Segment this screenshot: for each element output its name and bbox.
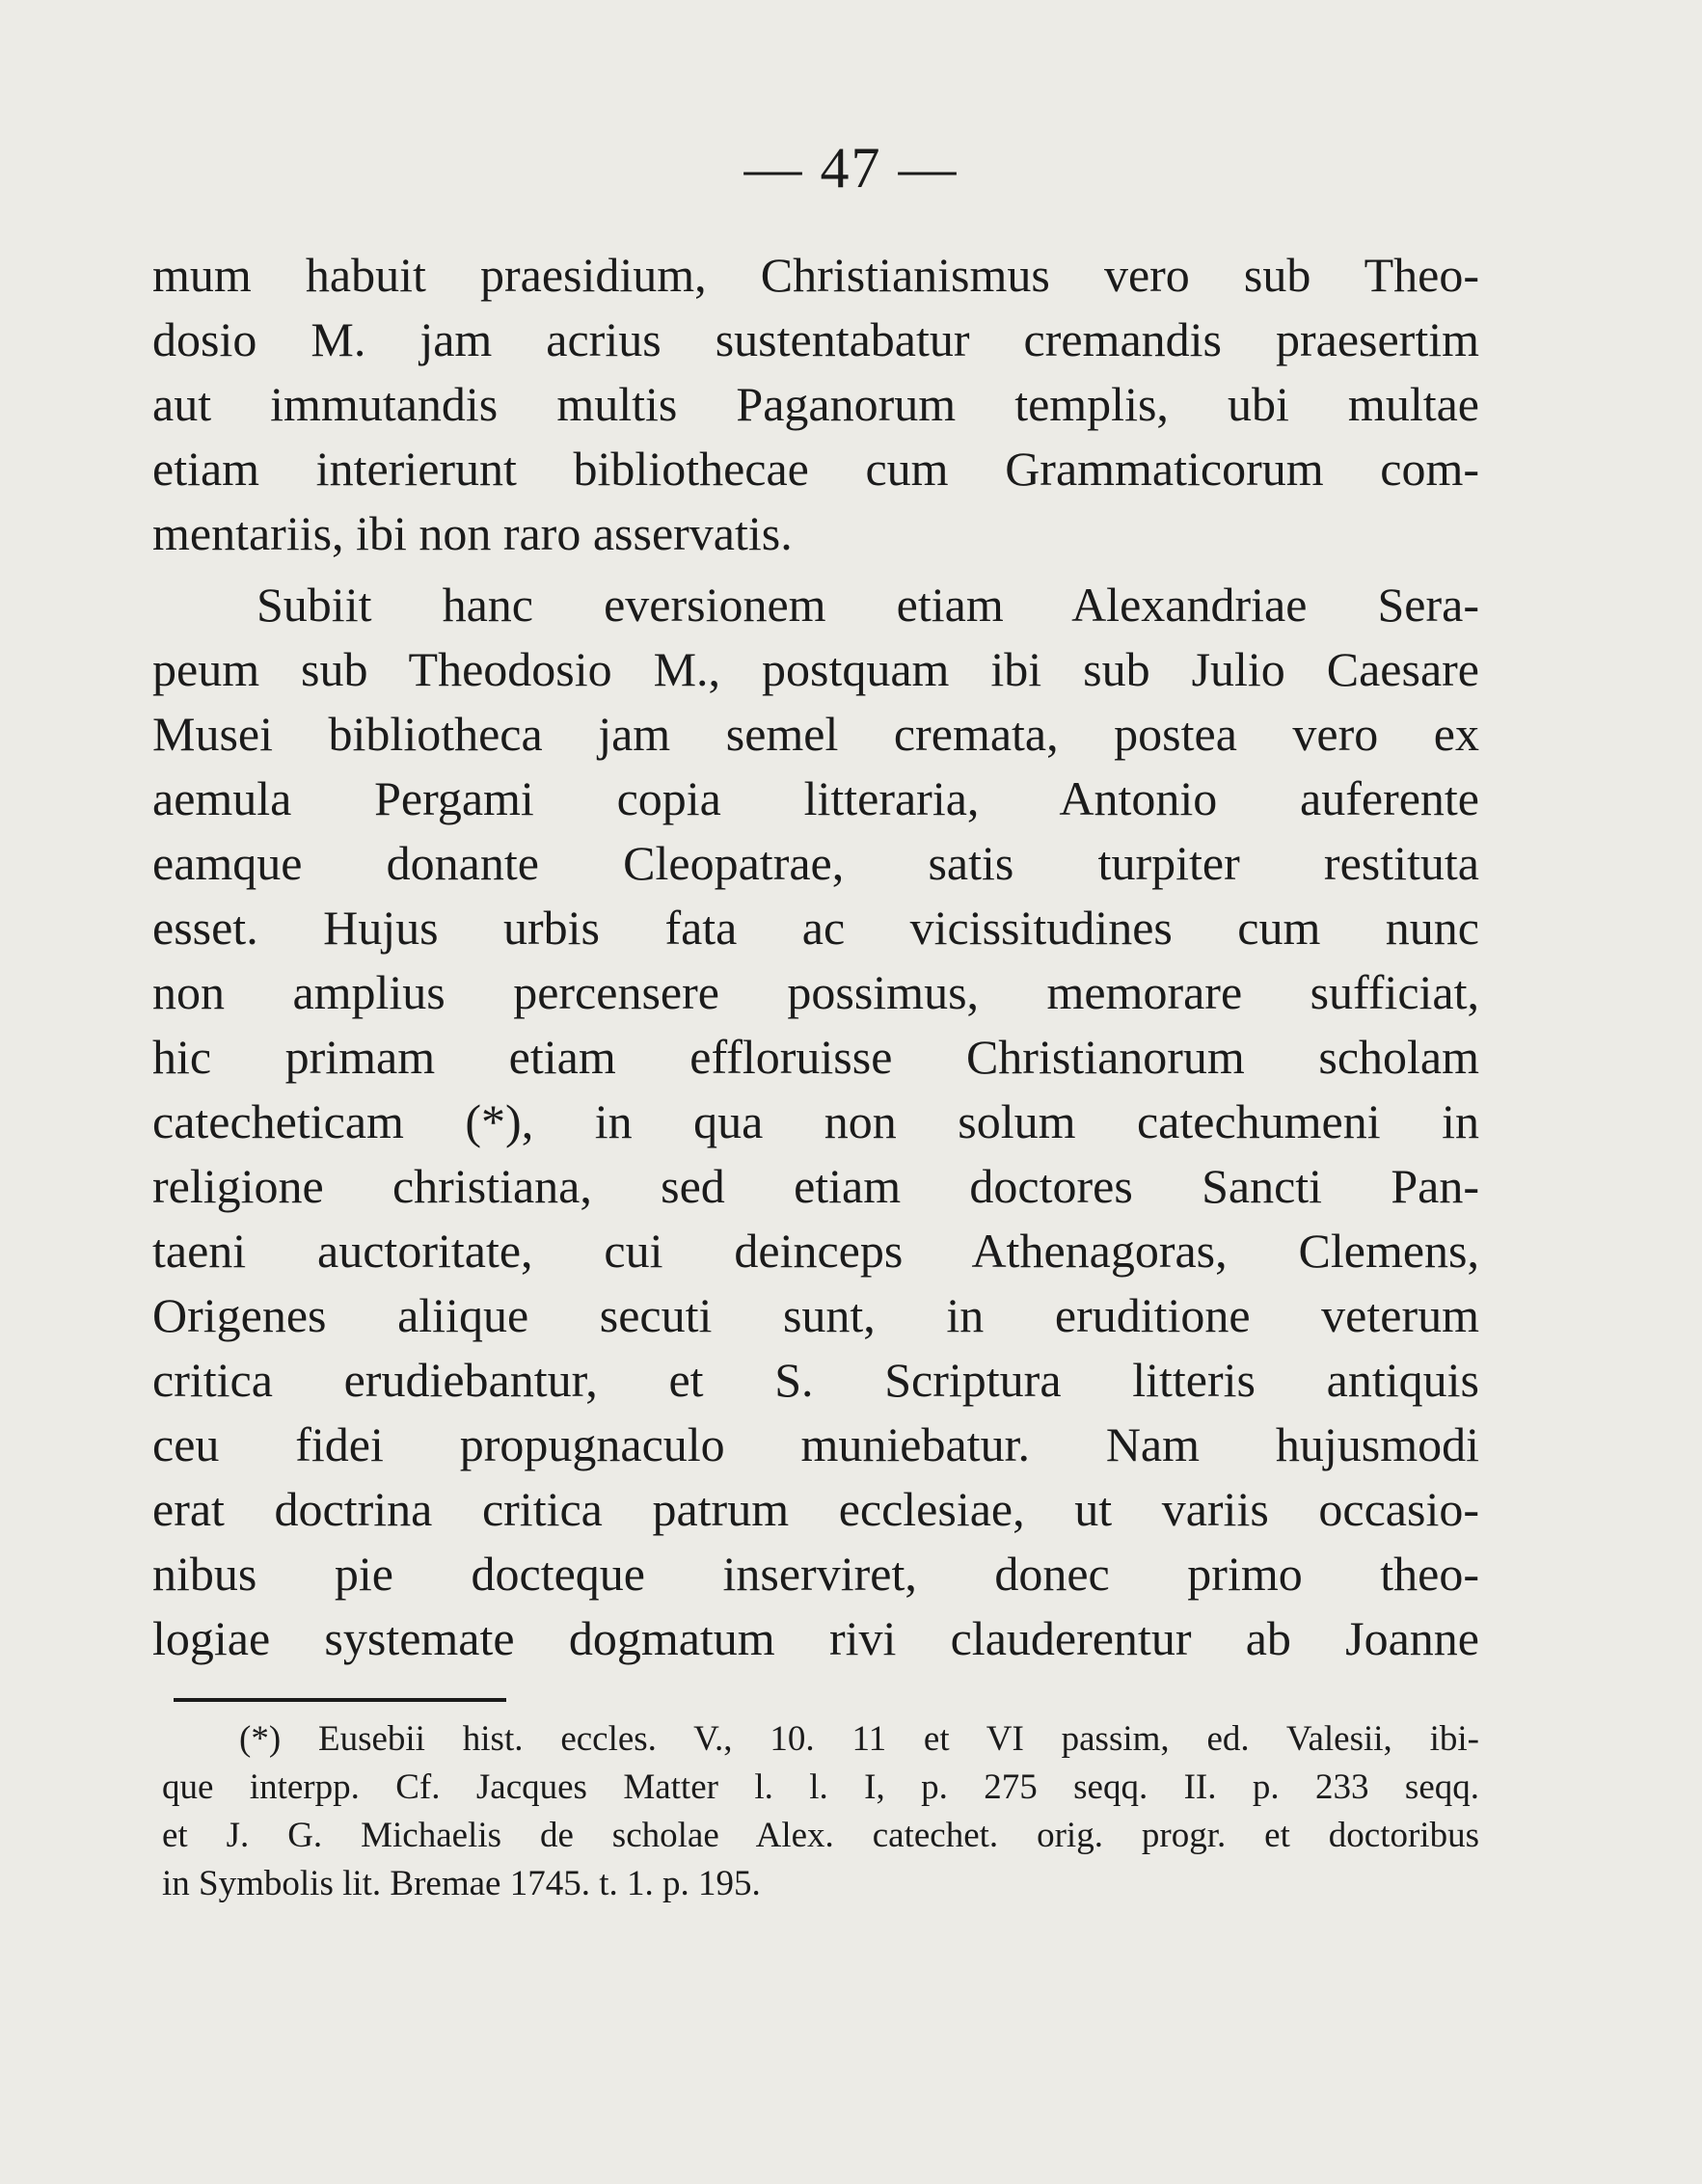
text-line: peum sub Theodosio M., postquam ibi sub Julio Caesare	[152, 642, 1479, 696]
text-line: etiam interierunt bibliothecae cum Grammaticorum com-	[152, 442, 1479, 496]
text-line: aemula Pergami copia litteraria, Antonio auferente	[152, 771, 1479, 825]
text-line: eamque donante Cleopatrae, satis turpiter restituta	[152, 836, 1479, 890]
text-line: catecheticam (*), in qua non solum catechumeni in	[152, 1094, 1479, 1148]
text-line: nibus pie docteque inserviret, donec primo theo-	[152, 1547, 1479, 1601]
text-line: dosio M. jam acrius sustentabatur cremandis praesertim	[152, 312, 1479, 366]
text-line: religione christiana, sed etiam doctores Sancti Pan-	[152, 1159, 1479, 1213]
footnote-line: in Symbolis lit. Bremae 1745. t. 1. p. 195.	[162, 1864, 761, 1903]
text-line: esset. Hujus urbis fata ac vicissitudines cum nunc	[152, 901, 1479, 955]
text-line: erat doctrina critica patrum ecclesiae, ut variis occasio-	[152, 1482, 1479, 1536]
footnote-line: que interpp. Cf. Jacques Matter l. l. I, p. 275 seqq. II. p. 233 seqq.	[162, 1767, 1479, 1807]
text-line: mentariis, ibi non raro asservatis.	[152, 506, 793, 560]
footnotes	[162, 1715, 1479, 1908]
text-line: taeni auctoritate, cui deinceps Athenagoras, Clemens,	[152, 1224, 1479, 1278]
text-line: logiae systemate dogmatum rivi clauderentur ab Joanne	[152, 1611, 1479, 1665]
text-line: Origenes aliique secuti sunt, in eruditione veterum	[152, 1288, 1479, 1342]
footnote-line: (*) Eusebii hist. eccles. V., 10. 11 et VI passim, ed. Valesii, ibi-	[239, 1719, 1479, 1759]
text-line: Subiit hanc eversionem etiam Alexandriae Sera-	[257, 578, 1479, 632]
page-number: — 47 —	[743, 136, 959, 200]
text-line: ceu fidei propugnaculo muniebatur. Nam hujusmodi	[152, 1417, 1479, 1471]
text-line: critica erudiebantur, et S. Scriptura litteris antiquis	[152, 1353, 1479, 1407]
text-line: aut immutandis multis Paganorum templis, ubi multae	[152, 377, 1479, 431]
footnote-divider	[174, 1698, 506, 1702]
footnote-line: et J. G. Michaelis de scholae Alex. catechet. orig. progr. et doctoribus	[162, 1816, 1479, 1855]
text-line: non amplius percensere possimus, memorare sufficiat,	[152, 965, 1479, 1019]
text-line: hic primam etiam effloruisse Christianorum scholam	[152, 1030, 1479, 1084]
text-line: Musei bibliotheca jam semel cremata, postea vero ex	[152, 707, 1479, 761]
text-line: mum habuit praesidium, Christianismus vero sub Theo-	[152, 248, 1479, 302]
main-text	[152, 243, 1479, 1671]
